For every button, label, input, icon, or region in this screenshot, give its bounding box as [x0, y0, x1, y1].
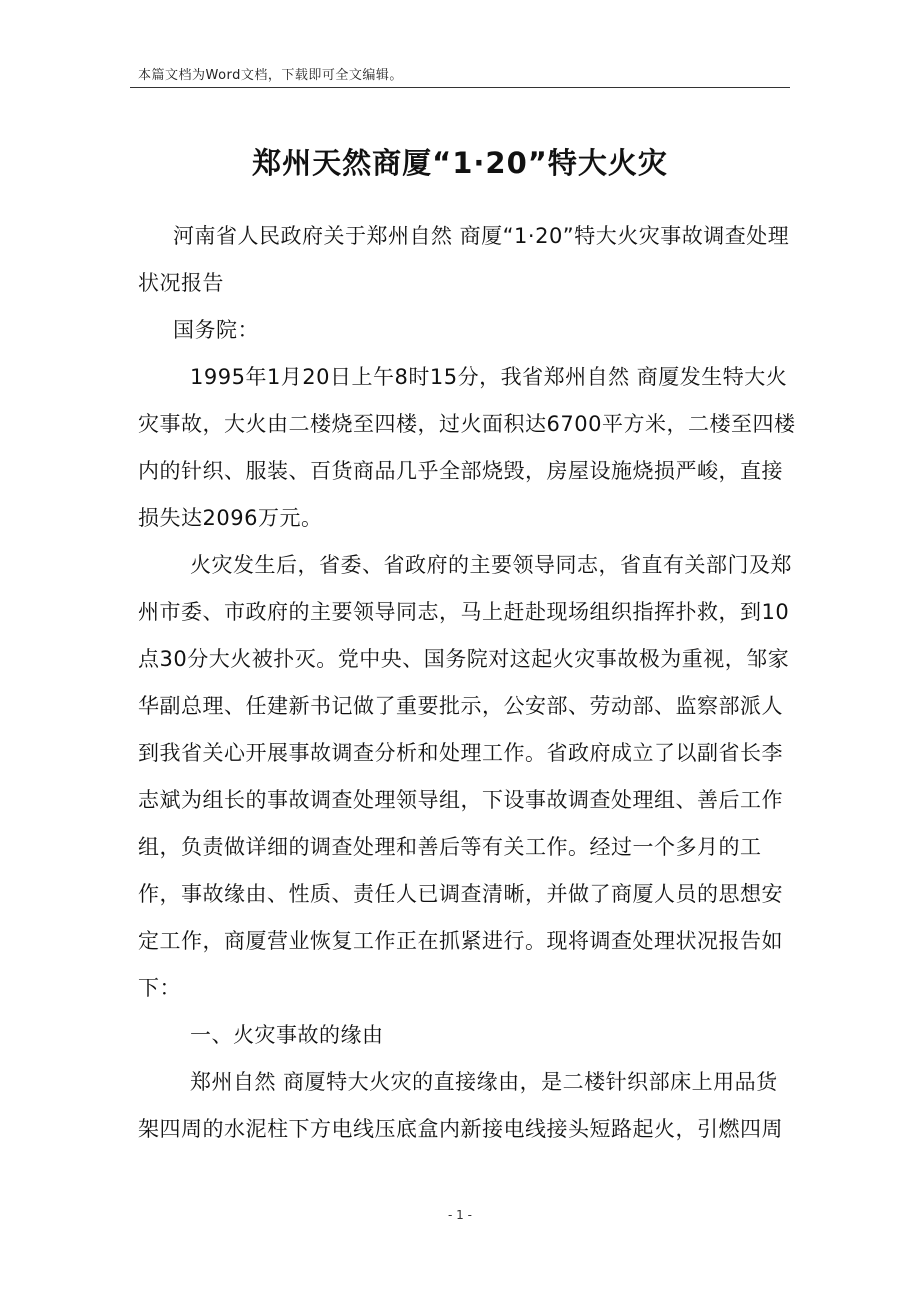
page-number: - 1 -: [448, 1208, 472, 1222]
document-subtitle: 河南省人民政府关于郑州自然 商厦“1·20”特大火灾事故调查处理状况报告: [138, 224, 790, 295]
section-heading: 一、火灾事故的缘由: [190, 1023, 384, 1047]
salutation: 国务院：: [173, 318, 259, 342]
document-title: 郑州天然商厦“1·20”特大火灾: [252, 146, 668, 180]
paragraph: 郑州自然 商厦特大火灾的直接缘由，是二楼针织部床上用品货架四周的水泥柱下方电线压底盒内新接电线接头短路起火，引燃四周: [138, 1070, 783, 1141]
paragraph: 火灾发生后，省委、省政府的主要领导同志，省直有关部门及郑州市委、市政府的主要领导同志，马上赶赴现场组织指挥扑救，到10点30分大火被扑灭。党中央、国务院对这起火灾事故极为重视，邹家华副总理、任建新书记做了重要批示，公安部、劳动部、监察部派人到我省关心开展事故调查分析和处理工作。省政府成立了以副省长李志斌为组长的事故调查处理领导组，下设事故调查处理组、善后工作组，负责做详细的调查处理和善后等有关工作。经过一个多月的工作，事故缘由、性质、责任人已调查清晰，并做了商厦人员的思想安定工作，商厦营业恢复工作正在抓紧进行。现将调查处理状况报告如下：: [138, 553, 792, 1000]
header-divider: [130, 87, 790, 88]
paragraph: 1995年1月20日上午8时15分，我省郑州自然 商厦发生特大火灾事故，大火由二楼烧至四楼，过火面积达6700平方米，二楼至四楼内的针织、服装、百货商品几乎全部烧毁，房屋设施烧损严峻，直接损失达2096万元。: [138, 365, 796, 530]
document-body: [138, 213, 798, 1153]
page-header-note: 本篇文档为Word文档，下载即可全文编辑。: [138, 68, 403, 83]
